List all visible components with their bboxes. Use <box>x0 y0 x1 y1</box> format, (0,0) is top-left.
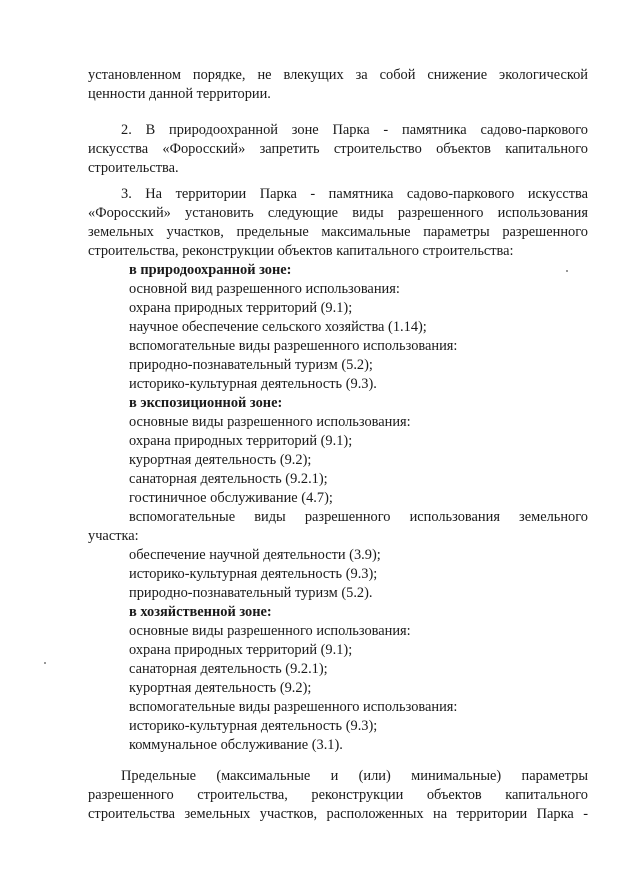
list-item: историко-культурная деятельность (9.3). <box>129 376 377 392</box>
list-item: историко-культурная деятельность (9.3); <box>129 718 378 734</box>
list-item: санаторная деятельность (9.2.1); <box>129 661 328 677</box>
paragraph-3 <box>88 185 588 755</box>
list-item: основной вид разрешенного использования: <box>129 281 400 297</box>
paragraph-intro <box>88 66 588 104</box>
text-line: строительства, реконструкции объектов капитального строительства: <box>88 243 514 259</box>
text-line: 3. На территории Парка - памятника садово-паркового искусства <box>121 186 588 202</box>
list-item: курортная деятельность (9.2); <box>129 452 312 468</box>
list-item: научное обеспечение сельского хозяйства (1.14); <box>129 319 427 335</box>
list-item: охрана природных территорий (9.1); <box>129 300 353 316</box>
list-item: природно-познавательный туризм (5.2); <box>129 357 373 373</box>
list-item: природно-познавательный туризм (5.2). <box>129 585 373 601</box>
zone-heading-economic: в хозяйственной зоне: <box>129 604 272 620</box>
text-line: строительства. <box>88 160 179 176</box>
text-line: ценности данной территории. <box>88 86 271 102</box>
list-item: курортная деятельность (9.2); <box>129 680 312 696</box>
list-item: историко-культурная деятельность (9.3); <box>129 566 378 582</box>
list-item: вспомогательные виды разрешенного использования земельного <box>129 509 588 525</box>
zone-heading-exposition: в экспозиционной зоне: <box>129 395 283 411</box>
text-line: установленном порядке, не влекущих за собой снижение экологической <box>88 67 588 83</box>
list-item: обеспечение научной деятельности (3.9); <box>129 547 381 563</box>
zone-heading-nature: в природоохранной зоне: <box>129 262 292 278</box>
list-item: охрана природных территорий (9.1); <box>129 433 353 449</box>
list-item: основные виды разрешенного использования: <box>129 623 411 639</box>
text-line: 2. В природоохранной зоне Парка - памятника садово-паркового <box>121 122 588 138</box>
text-line: строительства земельных участков, расположенных на территории Парка - <box>88 806 588 822</box>
text-line: Предельные (максимальные и (или) минимальные) параметры <box>121 768 588 784</box>
list-item: вспомогательные виды разрешенного использования: <box>129 699 458 715</box>
scan-speck <box>566 270 568 272</box>
paragraph-final <box>88 767 588 824</box>
list-item-continuation: участка: <box>88 528 139 544</box>
list-item: санаторная деятельность (9.2.1); <box>129 471 328 487</box>
text-line: разрешенного строительства, реконструкции объектов капитального <box>88 787 588 803</box>
scan-speck <box>44 662 46 664</box>
list-item: гостиничное обслуживание (4.7); <box>129 490 333 506</box>
text-line: «Форосский» установить следующие виды разрешенного использования <box>88 205 588 221</box>
text-line: земельных участков, предельные максимальные параметры разрешенного <box>88 224 588 240</box>
list-item: вспомогательные виды разрешенного использования: <box>129 338 458 354</box>
paragraph-2 <box>88 121 588 178</box>
list-item: основные виды разрешенного использования: <box>129 414 411 430</box>
list-item: коммунальное обслуживание (3.1). <box>129 737 343 753</box>
list-item: охрана природных территорий (9.1); <box>129 642 353 658</box>
text-line: искусства «Форосский» запретить строительство объектов капитального <box>88 141 588 157</box>
